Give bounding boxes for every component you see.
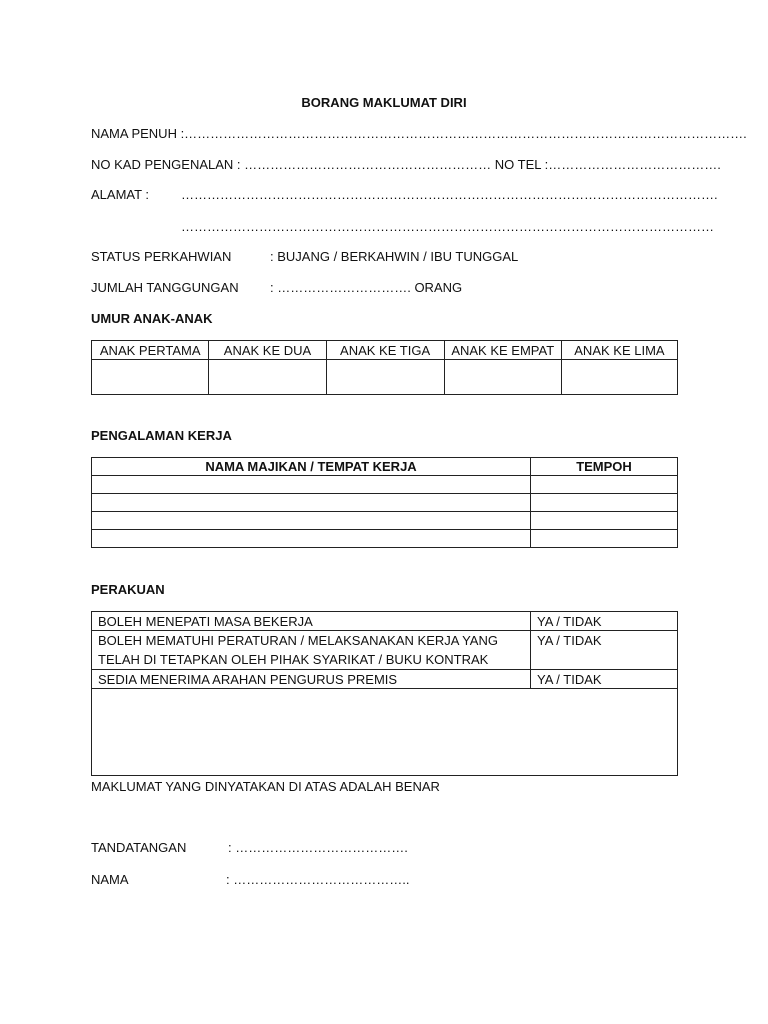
nama-field[interactable]: : ………………………………….. — [226, 872, 410, 887]
alamat-line-1[interactable]: ……………………………………………………………………………………………………………. — [181, 187, 718, 202]
col-tempoh: TEMPOH — [531, 458, 678, 476]
tandatangan-label: TANDATANGAN — [91, 840, 187, 855]
status-label: STATUS PERKAHWIAN — [91, 249, 232, 264]
perakuan-answer[interactable]: YA / TIDAK — [531, 631, 678, 670]
table-row — [92, 631, 678, 670]
majikan-cell[interactable] — [92, 476, 531, 494]
perakuan-statement-line-2: TELAH DI TETAPKAN OLEH PIHAK SYARIKAT / BUKU KONTRAK — [98, 652, 489, 667]
anak-pertama-cell[interactable] — [92, 360, 209, 395]
anak-ke-lima-cell[interactable] — [561, 360, 677, 395]
col-anak-ke-tiga: ANAK KE TIGA — [326, 341, 444, 360]
tempoh-cell[interactable] — [531, 512, 678, 530]
majikan-cell[interactable] — [92, 494, 531, 512]
col-nama-majikan: NAMA MAJIKAN / TEMPAT KERJA — [92, 458, 531, 476]
nama-label: NAMA — [91, 872, 129, 887]
no-kad-field[interactable]: NO KAD PENGENALAN : ………………………………………………… NO TEL :…………………………………. — [91, 157, 721, 172]
tandatangan-field[interactable]: : …………………………………. — [228, 840, 408, 855]
col-anak-pertama: ANAK PERTAMA — [92, 341, 209, 360]
tanggungan-value[interactable]: : …………………………. ORANG — [270, 280, 463, 295]
tanggungan-label: JUMLAH TANGGUNGAN — [91, 280, 239, 295]
perakuan-statement: SEDIA MENERIMA ARAHAN PENGURUS PREMIS — [92, 670, 531, 689]
table-row — [92, 512, 678, 530]
table-row — [92, 612, 678, 631]
status-value[interactable]: : BUJANG / BERKAHWIN / IBU TUNGGAL — [270, 249, 519, 264]
table-row — [92, 689, 678, 776]
col-anak-ke-dua: ANAK KE DUA — [209, 341, 326, 360]
tempoh-cell[interactable] — [531, 476, 678, 494]
anak-ke-empat-cell[interactable] — [444, 360, 561, 395]
col-anak-ke-empat: ANAK KE EMPAT — [444, 341, 561, 360]
col-anak-ke-lima: ANAK KE LIMA — [561, 341, 677, 360]
alamat-line-2[interactable]: …………………………………………………………………………………………………………… — [181, 219, 714, 234]
table-row — [92, 476, 678, 494]
anak-ke-dua-cell[interactable] — [209, 360, 326, 395]
table-row — [92, 530, 678, 548]
pengalaman-table — [91, 457, 678, 548]
perakuan-answer[interactable]: YA / TIDAK — [531, 612, 678, 631]
umur-anak-heading: UMUR ANAK-ANAK — [91, 311, 213, 326]
perakuan-heading: PERAKUAN — [91, 582, 165, 597]
tempoh-cell[interactable] — [531, 530, 678, 548]
perakuan-statement: BOLEH MENEPATI MASA BEKERJA — [92, 612, 531, 631]
perakuan-blank-area[interactable] — [92, 689, 678, 776]
perakuan-statement-line-1: BOLEH MEMATUHI PERATURAN / MELAKSANAKAN KERJA YANG — [98, 633, 498, 648]
alamat-label: ALAMAT : — [91, 187, 150, 202]
page-title: BORANG MAKLUMAT DIRI — [301, 95, 467, 110]
majikan-cell[interactable] — [92, 530, 531, 548]
perakuan-answer[interactable]: YA / TIDAK — [531, 670, 678, 689]
umur-anak-table — [91, 340, 678, 395]
pengalaman-heading: PENGALAMAN KERJA — [91, 428, 232, 443]
table-row — [92, 494, 678, 512]
nama-penuh-field[interactable]: NAMA PENUH :…………………………………………………………………………………………………………………. — [91, 126, 747, 141]
perakuan-table — [91, 611, 678, 776]
declaration-text: MAKLUMAT YANG DINYATAKAN DI ATAS ADALAH BENAR — [91, 779, 440, 794]
perakuan-statement — [92, 631, 531, 670]
anak-ke-tiga-cell[interactable] — [326, 360, 444, 395]
majikan-cell[interactable] — [92, 512, 531, 530]
table-row — [92, 670, 678, 689]
tempoh-cell[interactable] — [531, 494, 678, 512]
